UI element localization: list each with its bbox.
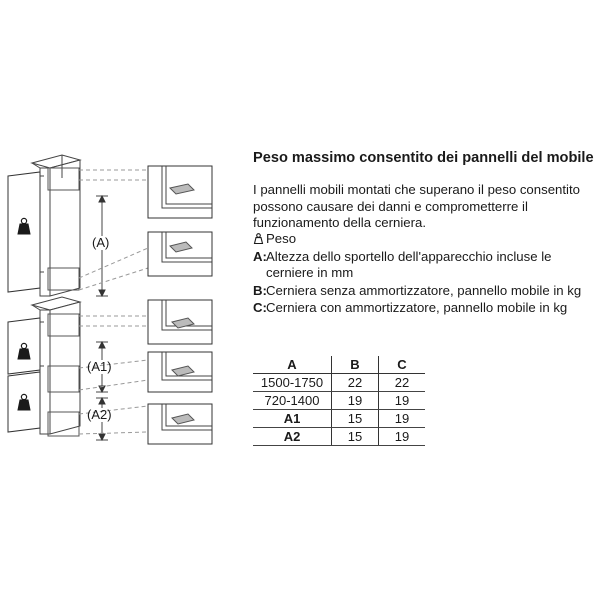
- section-title: Peso massimo consentito dei pannelli del mobile: [253, 150, 594, 166]
- table-row: [253, 410, 425, 428]
- weight-icon: [253, 233, 264, 244]
- table-cell: 19: [332, 392, 379, 410]
- legend-item-c: [253, 300, 598, 317]
- legend-key: B:: [253, 282, 267, 298]
- legend-text: Peso: [266, 231, 297, 246]
- column-header: B: [332, 356, 379, 374]
- table-cell: 22: [332, 374, 379, 392]
- table-header-row: [253, 356, 425, 374]
- table-cell: 19: [379, 410, 426, 428]
- legend-key: C:: [253, 300, 267, 315]
- table-cell: 15: [332, 410, 379, 428]
- table-row: [253, 392, 425, 410]
- legend-item-weight: [253, 231, 598, 248]
- legend-text: Cerniera senza ammortizzatore, pannello mobile in kg: [266, 282, 582, 298]
- table-cell: A2: [253, 428, 332, 446]
- legend-list: [253, 231, 598, 318]
- legend-item-a: [253, 249, 598, 282]
- hinge-detail-2: [148, 232, 212, 276]
- table-cell: 19: [379, 428, 426, 446]
- hinge-detail-5: [148, 404, 212, 444]
- hinge-detail-3: [148, 300, 212, 344]
- column-header: C: [379, 356, 426, 374]
- single-door-appliance: [8, 155, 80, 296]
- label-a1: (A1): [87, 359, 112, 374]
- table-row: [253, 428, 425, 446]
- table-cell: 720-1400: [253, 392, 332, 410]
- label-a: (A): [92, 235, 110, 250]
- intro-paragraph: I pannelli mobili montati che superano il peso consentito possono causare dei danni e comprometterre il funzionamento della cerniera.: [253, 182, 580, 230]
- column-header: A: [253, 356, 332, 374]
- table-cell: 1500-1750: [253, 374, 332, 392]
- legend-item-b: [253, 283, 598, 300]
- table-cell: 22: [379, 374, 426, 392]
- table-cell: A1: [253, 410, 332, 428]
- hinge-detail-4: [148, 352, 212, 392]
- installation-diagram: [0, 0, 250, 600]
- table-cell: 19: [379, 392, 426, 410]
- legend-text: Altezza dello sportello dell'apparecchio incluse le cerniere in mm: [266, 248, 552, 280]
- legend-key: A:: [253, 248, 267, 264]
- hinge-detail-1: [148, 166, 212, 218]
- table-cell: 15: [332, 428, 379, 446]
- weight-table: [253, 356, 425, 446]
- label-a2: (A2): [87, 407, 112, 422]
- table-row: [253, 374, 425, 392]
- legend-text: Cerniera con ammortizzatore, pannello mobile in kg: [266, 300, 568, 315]
